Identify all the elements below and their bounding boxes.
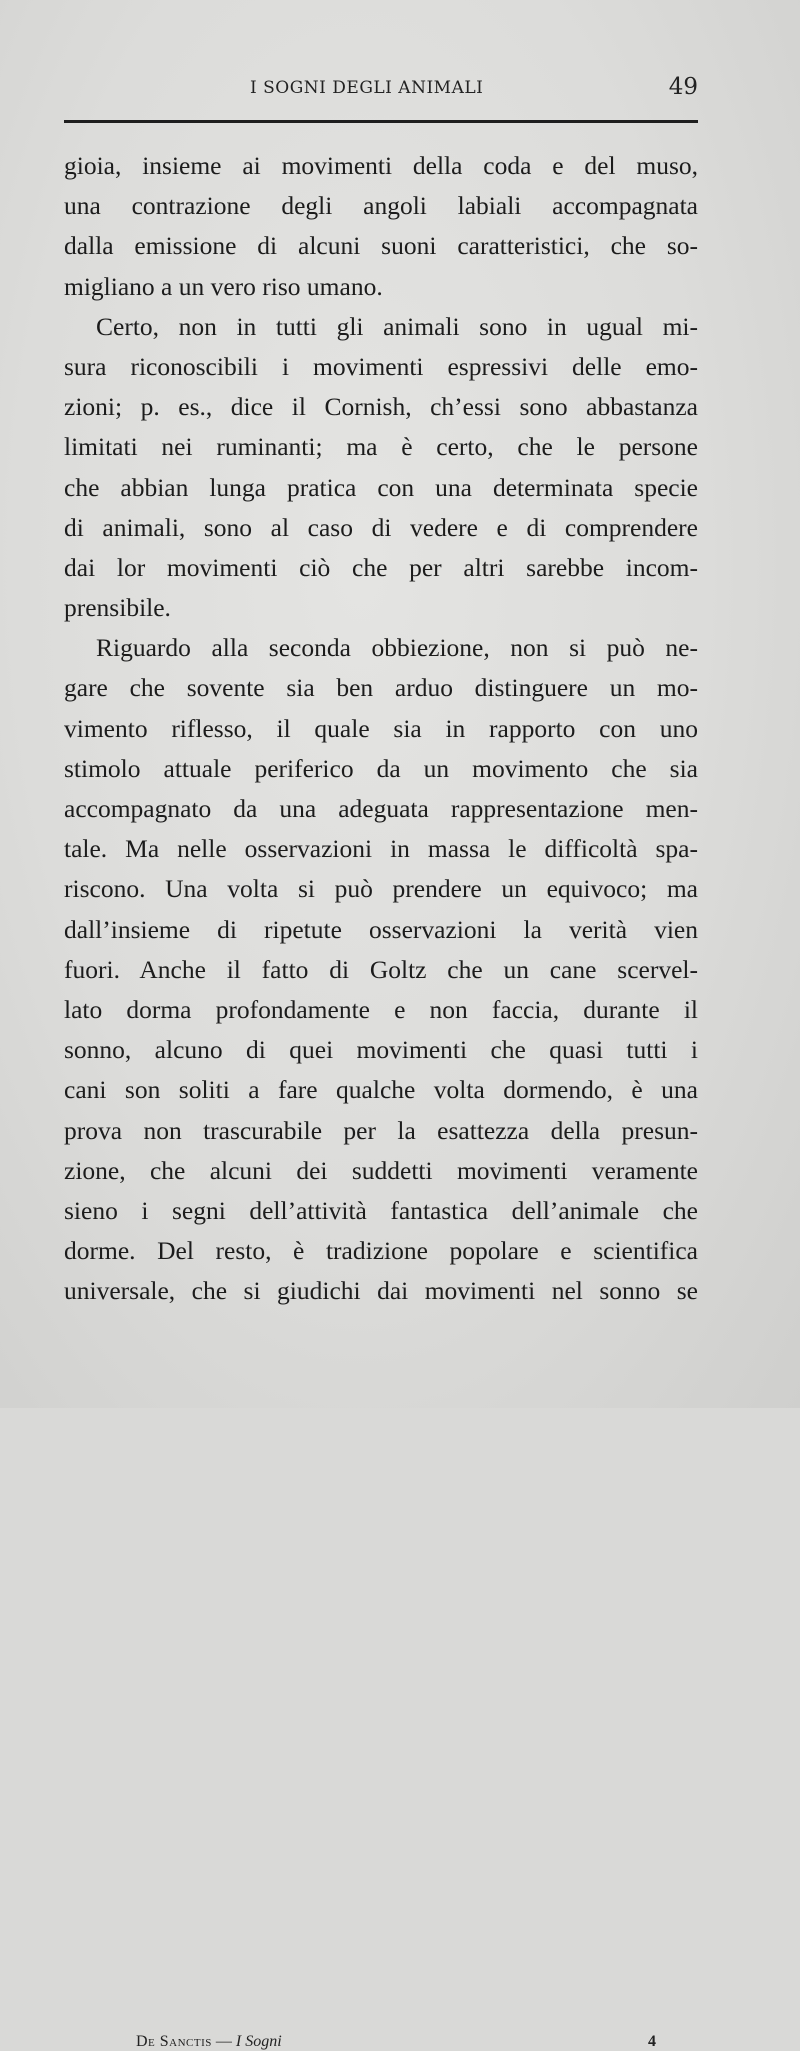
footer-separator: — (215, 2033, 232, 2050)
text-line: universale, che si giudichi dai movimenti nel sonno se (64, 1276, 698, 1306)
signature-mark: 4 (648, 2033, 656, 2050)
text-line: migliano a un vero riso umano. (64, 271, 383, 301)
body-text (64, 146, 698, 1311)
running-title: I SOGNI DEGLI ANIMALI (250, 78, 484, 98)
text-line: prensibile. (64, 593, 171, 623)
text-line: lato dorma profondamente e non faccia, durante il (64, 994, 698, 1024)
header-rule (64, 120, 698, 123)
text-line: dalla emissione di alcuni suoni caratteristici, che so- (64, 231, 698, 261)
page-number: 49 (668, 74, 698, 100)
text-line: Riguardo alla seconda obbiezione, non si può ne- (96, 633, 698, 663)
text-line: prova non trascurabile per la esattezza della presun- (64, 1115, 698, 1145)
text-line: dorme. Del resto, è tradizione popolare e scientifica (64, 1236, 698, 1266)
text-line: cani son soliti a fare qualche volta dormendo, è una (64, 1075, 698, 1105)
text-line: zione, che alcuni dei suddetti movimenti veramente (64, 1155, 698, 1185)
text-line: dai lor movimenti ciò che per altri sarebbe incom- (64, 552, 698, 582)
text-line: sieno i segni dell’attività fantastica dell’animale che (64, 1195, 698, 1225)
text-line: gare che sovente sia ben arduo distinguere un mo- (64, 673, 698, 703)
text-line: tale. Ma nelle osservazioni in massa le difficoltà spa- (64, 834, 698, 864)
text-line: zioni; p. es., dice il Cornish, ch’essi sono abbastanza (64, 392, 698, 422)
footer-work: I Sogni (235, 2033, 282, 2050)
footer-citation (136, 2033, 282, 2051)
text-line: accompagnato da una adeguata rappresentazione men- (64, 794, 698, 823)
text-line: vimento riflesso, il quale sia in rapporto con uno (64, 713, 698, 743)
footer-author: De Sanctis (136, 2033, 212, 2050)
text-line: stimolo attuale periferico da un movimento che sia (64, 753, 698, 783)
text-line: una contrazione degli angoli labiali accompagnata (64, 191, 698, 221)
text-line: Certo, non in tutti gli animali sono in ugual mi- (96, 311, 698, 341)
text-line: riscono. Una volta si può prendere un equivoco; ma (64, 874, 698, 904)
text-line: dall’insieme di ripetute osservazioni la verità vien (64, 914, 698, 944)
text-line: sura riconoscibili i movimenti espressivi delle emo- (64, 351, 698, 381)
text-line: sonno, alcuno di quei movimenti che quasi tutti i (64, 1035, 698, 1065)
text-line: che abbian lunga pratica con una determinata specie (64, 472, 698, 502)
running-head (64, 74, 698, 110)
text-line: gioia, insieme ai movimenti della coda e del muso, (64, 151, 698, 180)
text-line: di animali, sono al caso di vedere e di comprendere (64, 512, 698, 542)
text-line: limitati nei ruminanti; ma è certo, che le persone (64, 432, 698, 462)
text-line: fuori. Anche il fatto di Goltz che un cane scervel- (64, 954, 698, 984)
